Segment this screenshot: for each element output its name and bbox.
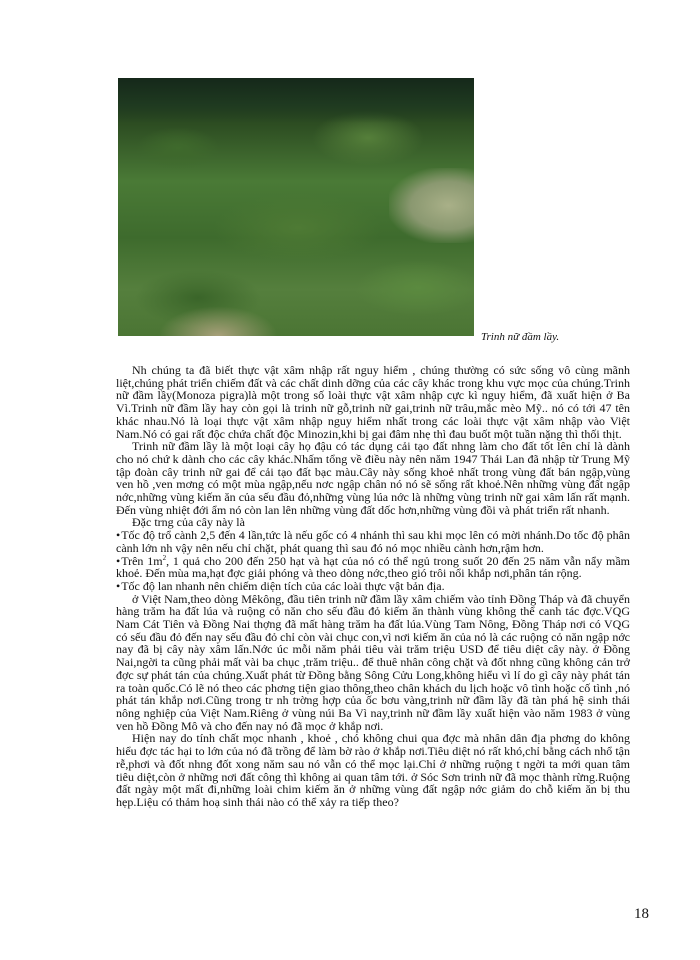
bullet-2 bbox=[116, 555, 630, 580]
paragraph-5: Hiện nay do tính chất mọc nhanh , khoẻ , chó không chui qua đợc mà nhân dân địa phơng do không hiểu đợc tác hại to lớn của nó đã trồng để làm bờ rào ở khắp nơi.Tiêu diệt nó rất khó,chỉ bằng cách nhổ tận rễ,phơi và đốt nhng đốt xong năm sau nó vẫn có thể mọc lại.Chỉ ở những ruộng t ngời ta mới quan tâm tiêu diệt,còn ở những nơi đất công thì không ai quan tâm tới. ở Sóc Sơn trinh nữ đã mọc thành rừng.Ruộng đất ngày một mất đi,những loài chim kiếm ăn ở những vùng đất ngập nớc giảm do chỗ kiếm ăn bị thu hẹp.Liệu có thảm hoạ sinh thái nào có thể xảy ra tiếp theo? bbox=[116, 731, 630, 809]
paragraph-2: Trinh nữ đầm lầy là một loại cây họ đậu có tác dụng cải tạo đất nhng làm cho đất tốt lên chỉ là dành cho nó chứ k dành cho các cây khác.Nhấm tổng về điều này nên năm 1947 Thái Lan đã nhập từ Trung Mỹ tập đoàn cây trinh nữ gai để cải tạo đất bạc màu.Cây này sống khoẻ nhất trong vùng đất bán ngập,vùng ven hồ ,ven mơng có một mùa ngập,nếu nơc ngập chân nó nó sẽ sống rất khoẻ.Nên những vùng đất ngập nớc,những vùng kiếm ăn của sếu đầu đỏ,những vùng lúa nớc là những vùng trinh nữ gai xâm lấn rất mạnh. Đến vùng nhiệt đới ẩm nó còn lan lên những vùng đất dốc hơn,những vùng đồi và phát triển rất nhanh. bbox=[116, 439, 630, 517]
tree-line bbox=[118, 78, 474, 123]
bullet-2-pre: Trên 1m bbox=[121, 553, 163, 568]
figure-caption: Trinh nữ đầm lầy. bbox=[481, 331, 560, 343]
bullet-2-sup: 2 bbox=[162, 553, 167, 562]
bullet-1: • Tốc độ trổ cành 2,5 đến 4 lần,tức là nếu gốc có 4 nhánh thì sau khi mọc lên có mời nhánh.Do tốc độ phân cành lớn nh vậy nên nếu chỉ chặt, phát quang thì sau đó nó mọc nhiều cành hơn,rậm hơn. bbox=[116, 529, 630, 554]
paragraph-1: Nh chúng ta đã biết thực vật xâm nhập rất nguy hiểm , chúng thường có sức sống vô cùng mãnh liệt,chúng phát triển chiếm đất và các chất dinh dỡng của các cây khác trong khu vực mọc của chúng.Trinh nữ đầm lầy(Monoza pigra)là một trong số loài thực vật xâm nhập cực kì nguy hiểm, đã xuất hiện ở Ba Vì.Trinh nữ đầm lầy hay còn gọi là trinh nữ gỗ,trinh nữ gai,trinh nữ trâu,mắc mèo Mỹ.. nó có tới 47 tên khác nhau.Nó là loại thực vật xâm nhập nguy hiểm nhất trong các loài thực vật xâm nhập vào Việt Nam.Nó có gai rất độc chứa chất độc Minozin,khi bị gai đâm nhẹ thì đau buốt một tuần nặng thì thối thịt. bbox=[116, 363, 630, 441]
clearing-area bbox=[389, 168, 474, 243]
ground-path bbox=[158, 306, 278, 336]
page-number: 18 bbox=[634, 906, 649, 922]
paragraph-4: ở Việt Nam,theo dòng Mêkông, đầu tiên trinh nữ đầm lầy xâm chiếm vào tỉnh Đồng Tháp và đã chuyển hàng trăm ha đất lúa và ruộng cỏ năn cho sếu đầu đỏ kiếm ăn thành vùng không thể canh tác đợc.VQG Nam Cát Tiên và Đồng Nai thợng đã mất hàng trăm ha đất lúa.Vùng Tam Nông, Đồng Tháp nơi có VQG có sếu đầu đỏ đến nay sếu đầu đỏ chỉ còn vài chục con,vì nơi kiếm ăn của nó là các ruộng cỏ năn ngập nớc nay đã bị cây này xâm lấn.Nớc úc mỗi năm phải tiêu vài trăm triệu USD để tiêu diệt cây này. ở Đồng Nai,ngời ta cũng phải mất vài ba chục ,trăm triệu.. để thuê nhân công chặt và đốt nhng cũng không cản trở đợc sự phát tán của chúng.Xuất phát từ Đồng bằng Sông Cửu Long,không hiểu vì lí do gì cây này phát tán ra toàn quốc.Có lẽ nó theo các phơng tiện giao thông,theo chân khách du lịch hoặc vô tình hoặc cố tình ,nó phát tán khắp nơi.Cũng trong tr nh trờng hợp của ốc bơu vàng,trinh nữ đầm lầy đã tàn phá hệ sinh thái nông nghiệp của Việt Nam.Riêng ở vùng núi Ba Vì nay,trinh nữ đầm lầy xuất hiện vào năm 1983 ở vùng ven hồ Đồng Mô và cho đến nay nó đã mọc ở khắp nơi. bbox=[116, 591, 630, 733]
invasive-plant-photo bbox=[118, 78, 474, 336]
bullet-2-post: , 1 quả cho 200 đến 250 hạt và hạt của nó có thể ngủ trong suốt 20 đến 25 năm vẫn nẩy mầm khoẻ. Đến mùa ma,hạt đợc giải phóng và theo dòng nớc,theo gió trôi nổi khắp nơi,phân tán rộng. bbox=[116, 553, 630, 581]
paragraph-3: Đặc trng của cây này là bbox=[132, 515, 245, 530]
body-text bbox=[116, 364, 630, 809]
bullet-3: • Tốc độ lan nhanh nên chiếm diện tích của các loài thực vật bản địa. bbox=[116, 580, 630, 593]
